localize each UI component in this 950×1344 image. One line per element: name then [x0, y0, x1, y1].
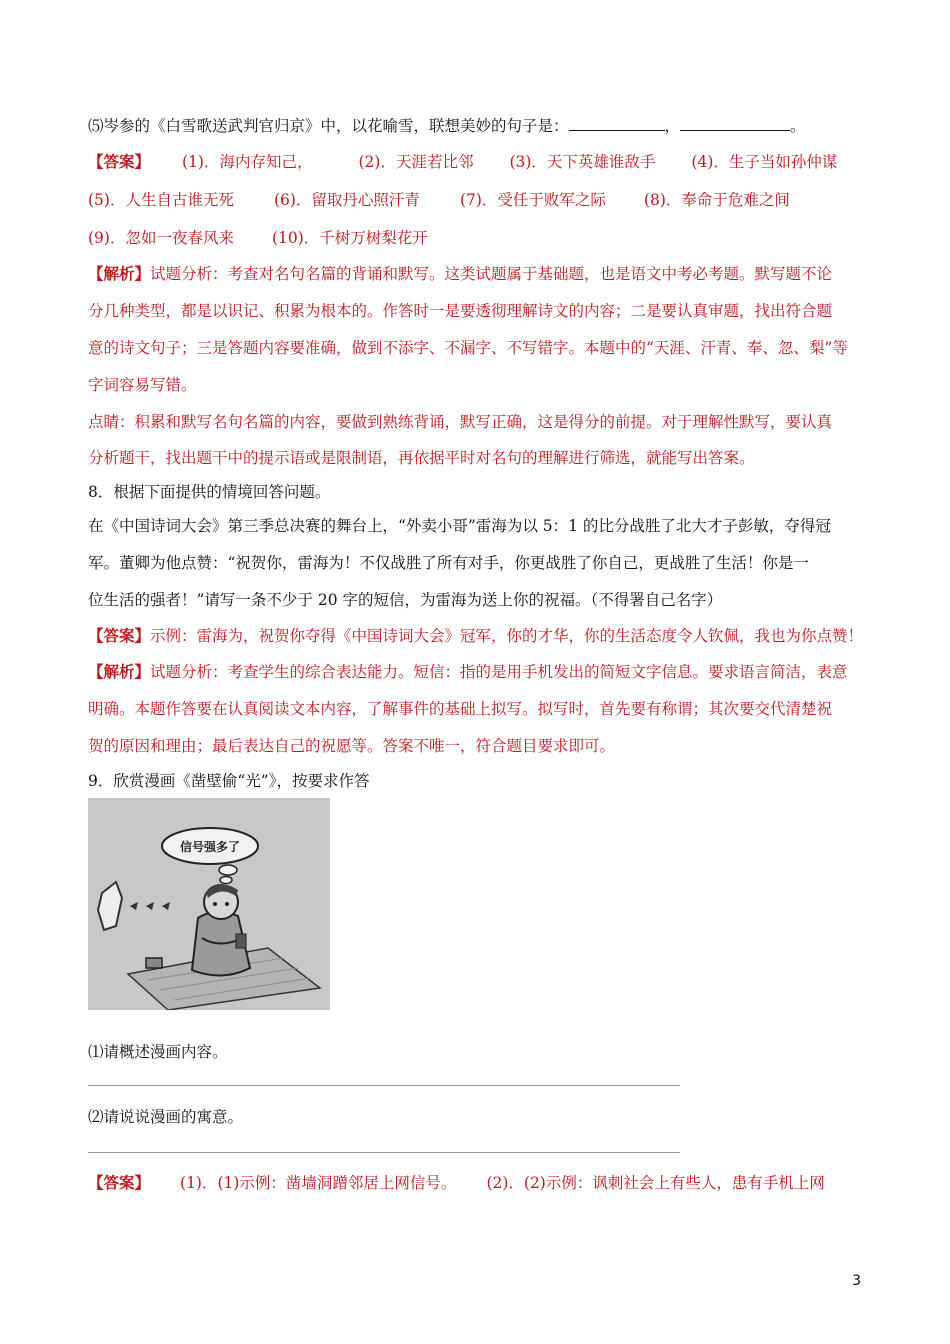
comic-drawing: [88, 798, 330, 1010]
analysis-text: 试题分析：考查对名句名篇的背诵和默写。这类试题属于基础题，也是语文中考必考题。默写题不论: [150, 265, 833, 283]
comma: ，: [664, 117, 681, 135]
answer-item: (2)．天涯若比邻: [358, 153, 474, 171]
answer-item: (5)．人生自古谁无死: [88, 191, 234, 209]
page-number: 3: [852, 1273, 861, 1289]
comic-bubble-text: 信号强多了: [179, 840, 241, 854]
q8-answer: [88, 625, 878, 647]
q9-answer: [88, 1172, 878, 1194]
answer-item: (10)．千树万树梨花开: [271, 229, 428, 247]
q8-body-line: 军。董卿为他点赞：“祝贺你，雷海为！不仅战胜了所有对手，你更战胜了你自己，更战胜了生活！你是一: [88, 554, 809, 572]
answer-item: (8)．奉命于危难之间: [643, 191, 790, 209]
q8-body-line: 在《中国诗词大会》第三季总决赛的舞台上，“外卖小哥”雷海为以 5：1 的比分战胜了北大才子彭敏，夺得冠: [88, 517, 831, 535]
q9-sub1: ⑴请概述漫画内容。: [88, 1043, 228, 1061]
answer-item: (7)．受任于败军之际: [459, 191, 606, 209]
analysis-tag: 【解析】: [88, 264, 151, 283]
q8-body-line: 位生活的强者！”请写一条不少于 20 字的短信，为雷海为送上你的祝福。（不得署自己名字）: [88, 591, 723, 609]
q7-analysis-line: [88, 263, 878, 285]
q9-sub2: ⑵请说说漫画的寓意。: [88, 1108, 244, 1126]
q7-analysis-line: 意的诗文句子；三是答题内容要准确，做到不添字、不漏字、不写错字。本题中的“天涯、汗青、奉、忽、梨”等: [88, 339, 848, 357]
answer-item: (3)．天下英雄谁敌手: [509, 153, 656, 171]
answer-writing-line[interactable]: [88, 1085, 680, 1086]
fill-blank[interactable]: [680, 116, 790, 131]
analysis-tag: 【解析】: [88, 662, 151, 681]
answer-tag: 【答案】: [88, 1173, 151, 1192]
q7-analysis-line: 字词容易写错。: [88, 376, 197, 394]
answer-text: 示例：雷海为，祝贺你夺得《中国诗词大会》冠军，你的才华，你的生活态度令人钦佩，我也为你点赞！: [150, 627, 864, 645]
answer-item: (2)．(2)示例：讽刺社会上有些人，患有手机上网: [486, 1174, 825, 1192]
answer-item: (1)．海内存知己，: [182, 153, 313, 171]
q8-analysis-line: 贺的原因和理由；最后表达自己的祝愿等。答案不唯一，符合题目要求即可。: [88, 737, 616, 755]
period: 。: [790, 117, 806, 135]
q8-title: 8．根据下面提供的情境回答问题。: [88, 483, 331, 501]
q7-item5: [88, 115, 878, 137]
q8-analysis-line: [88, 661, 878, 683]
answer-item: (1)．(1)示例：凿墙洞蹭邻居上网信号。: [180, 1174, 457, 1192]
answer-item: (6)．留取丹心照汗青: [273, 191, 420, 209]
answer-tag: 【答案】: [88, 626, 151, 645]
answer-writing-line[interactable]: [88, 1152, 680, 1153]
answer-item: (9)．忽如一夜春风来: [88, 229, 234, 247]
analysis-text: 试题分析：考查学生的综合表达能力。短信：指的是用手机发出的简短文字信息。要求语言简洁，表意: [150, 663, 848, 681]
answer-tag: 【答案】: [88, 152, 151, 171]
q7-item5-prompt: ⑸岑参的《白雪歌送武判官归京》中，以花喻雪，联想美妙的句子是：: [88, 117, 569, 135]
q7-answer-row-2: [88, 189, 878, 211]
q7-analysis-line: 分几种类型，都是以识记、积累为根本的。作答时一是要透彻理解诗文的内容；二是要认真审题，找出符合题: [88, 302, 833, 320]
q7-answer-row-1: [88, 151, 878, 173]
q7-tip-line: 分析题干，找出题干中的提示语或是限制语，再依据平时对名句的理解进行筛选，就能写出答案。: [88, 449, 755, 467]
q7-answer-row-3: [88, 227, 878, 249]
q8-analysis-line: 明确。本题作答要在认真阅读文本内容，了解事件的基础上拟写。拟写时，首先要有称谓；其次要交代清楚祝: [88, 700, 833, 718]
q9-title: 9．欣赏漫画《凿壁偷“光”》，按要求作答: [88, 772, 370, 790]
comic-illustration: [88, 798, 330, 1010]
fill-blank[interactable]: [569, 116, 665, 131]
q7-tip-line: 点睛：积累和默写名句名篇的内容，要做到熟练背诵，默写正确，这是得分的前提。对于理解性默写，要认真: [88, 413, 833, 431]
answer-item: (4)．生子当如孙仲谋: [691, 153, 838, 171]
